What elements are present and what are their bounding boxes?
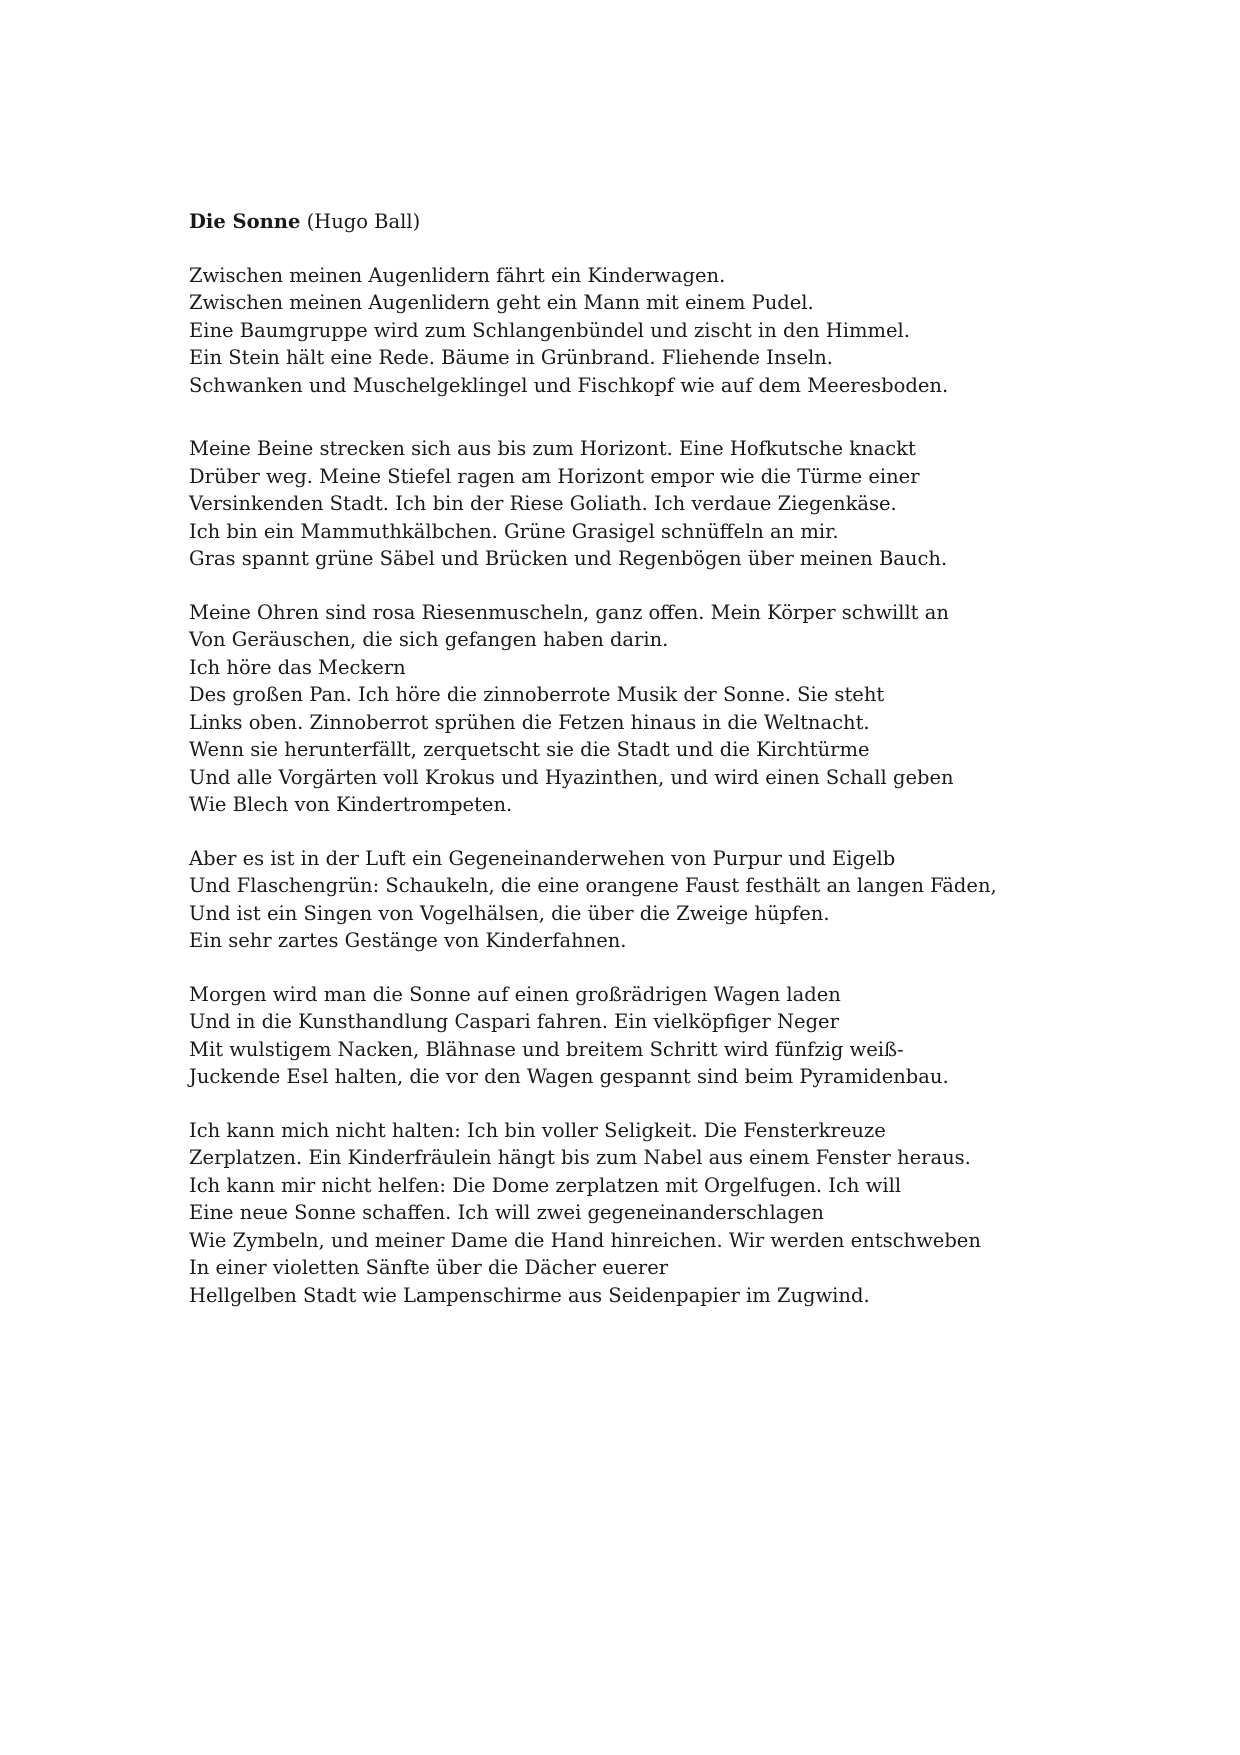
stanza-6 [189, 1117, 1089, 1310]
stanza-1 [189, 262, 1089, 400]
poem-line: Gras spannt grüne Säbel und Brücken und Regenbögen über meinen Bauch. [189, 547, 948, 570]
poem-line: Eine neue Sonne schaffen. Ich will zwei gegeneinanderschlagen [189, 1201, 824, 1224]
poem [189, 208, 1089, 1335]
poem-line: Und ist ein Singen von Vogelhälsen, die über die Zweige hüpfen. [189, 901, 830, 925]
stanza-4 [189, 845, 1089, 955]
poem-line: Ein sehr zartes Gestänge von Kinderfahnen. [189, 929, 627, 952]
stanza-2 [189, 435, 1089, 573]
poem-line: Schwanken und Muschelgeklingel und Fischkopf wie auf dem Meeresboden. [189, 373, 949, 397]
poem-line: Ich kann mir nicht helfen: Die Dome zerplatzen mit Orgelfugen. Ich will [189, 1173, 902, 1197]
poem-author: (Hugo Ball) [306, 210, 421, 233]
poem-line: Und alle Vorgärten voll Krokus und Hyazinthen, und wird einen Schall geben [189, 765, 954, 789]
poem-line: Meine Beine strecken sich aus bis zum Horizont. Eine Hofkutsche knackt [189, 437, 916, 460]
poem-line: Wie Blech von Kindertrompeten. [189, 793, 513, 816]
poem-line: Juckende Esel halten, die vor den Wagen gespannt sind beim Pyramidenbau. [189, 1065, 949, 1088]
poem-line: Hellgelben Stadt wie Lampenschirme aus Seidenpapier im Zugwind. [189, 1283, 870, 1307]
poem-line: Ein Stein hält eine Rede. Bäume in Grünbrand. Fliehende Inseln. [189, 346, 833, 369]
poem-line: In einer violetten Sänfte über die Dächer euerer [189, 1256, 669, 1279]
poem-title: Die Sonne [189, 210, 301, 233]
poem-line: Drüber weg. Meine Stiefel ragen am Horizont empor wie die Türme einer [189, 464, 920, 488]
poem-line: Zerplatzen. Ein Kinderfräulein hängt bis zum Nabel aus einem Fenster heraus. [189, 1146, 971, 1169]
poem-line: Ich kann mich nicht halten: Ich bin voller Seligkeit. Die Fensterkreuze [189, 1118, 886, 1142]
poem-line: Meine Ohren sind rosa Riesenmuscheln, ganz offen. Mein Körper schwillt an [189, 600, 949, 624]
poem-line: Zwischen meinen Augenlidern fährt ein Kinderwagen. [189, 263, 726, 287]
poem-line: Zwischen meinen Augenlidern geht ein Mann mit einem Pudel. [189, 291, 814, 314]
poem-line: Morgen wird man die Sonne auf einen großrädrigen Wagen laden [189, 982, 841, 1006]
stanza-5 [189, 981, 1089, 1091]
poem-line: Des großen Pan. Ich höre die zinnoberrote Musik der Sonne. Sie steht [189, 683, 885, 706]
poem-body [189, 262, 1089, 1310]
poem-line: Eine Baumgruppe wird zum Schlangenbündel und zischt in den Himmel. [189, 318, 910, 342]
poem-line: Aber es ist in der Luft ein Gegeneinanderwehen von Purpur und Eigelb [189, 846, 896, 870]
poem-line: Links oben. Zinnoberrot sprühen die Fetzen hinaus in die Weltnacht. [189, 710, 870, 734]
poem-line: Versinkenden Stadt. Ich bin der Riese Goliath. Ich verdaue Ziegenkäse. [189, 492, 897, 515]
poem-line: Ich höre das Meckern [189, 655, 406, 679]
poem-line: Wenn sie herunterfällt, zerquetscht sie die Stadt und die Kirchtürme [189, 738, 870, 761]
stanza-3 [189, 599, 1089, 819]
poem-line: Und in die Kunsthandlung Caspari fahren. Ein vielköpfiger Neger [189, 1010, 839, 1033]
poem-line: Von Geräuschen, die sich gefangen haben darin. [189, 628, 669, 651]
poem-heading [189, 208, 1089, 236]
poem-line: Und Flaschengrün: Schaukeln, die eine orangene Faust festhält an langen Fäden, [189, 874, 997, 897]
poem-line: Ich bin ein Mammuthkälbchen. Grüne Grasigel schnüffeln an mir. [189, 519, 839, 543]
poem-line: Mit wulstigem Nacken, Blähnase und breitem Schritt wird fünfzig weiß- [189, 1037, 904, 1061]
poem-line: Wie Zymbeln, und meiner Dame die Hand hinreichen. Wir werden entschweben [189, 1228, 981, 1252]
